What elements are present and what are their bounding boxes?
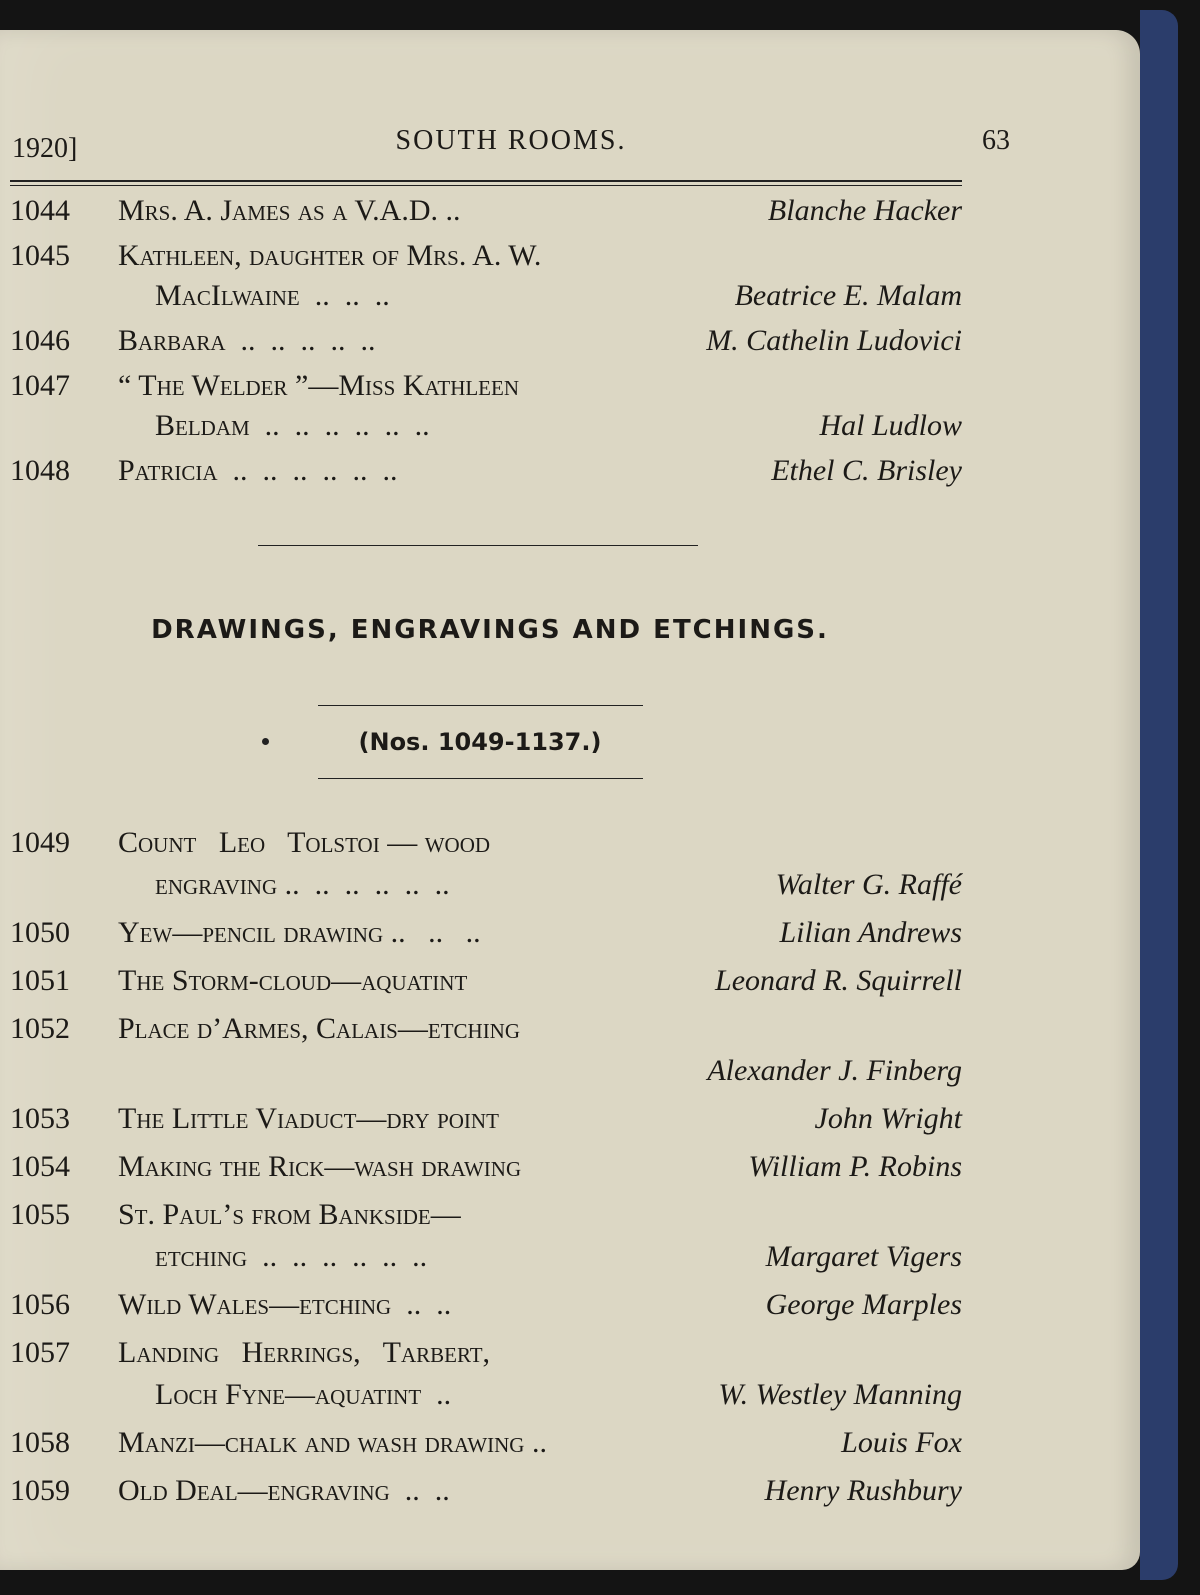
entry-title: Yew—pencil drawing .. .. .. [118,916,481,949]
entry-title: Mrs. A. James as a V.A.D. .. [118,194,461,227]
entry-number: 1048 [10,454,70,487]
entry-title: Count Leo Tolstoi — wood [118,826,491,859]
entry-number: 1055 [10,1198,70,1231]
dot-leader: .. .. .. [383,916,481,949]
header-rule-thin [10,185,962,186]
book-cover-edge [1140,10,1178,1580]
dot-leader: .. .. .. [299,279,390,312]
artist-name: George Marples [765,1288,962,1321]
entry-number: 1056 [10,1288,70,1321]
artist-name: Walter G. Raffé [775,868,962,901]
header-title: SOUTH ROOMS. [395,125,627,156]
header-rule [10,180,962,182]
artist-name: Henry Rushbury [764,1474,962,1507]
dot-leader: .. .. .. .. .. [225,324,376,357]
entry-title: The Little Viaduct—dry point [118,1102,499,1135]
entry-line [118,279,962,319]
dot-leader: .. .. .. .. .. .. [247,1240,428,1273]
entry-title-continued: MacIlwaine .. .. .. [155,279,390,312]
entry-title-continued: etching .. .. .. .. .. .. [155,1240,428,1273]
entry-number: 1058 [10,1426,70,1459]
entry-title-continued: Loch Fyne—aquatint .. [155,1378,452,1411]
entry-line [118,1426,962,1466]
entry-line [118,1336,962,1376]
entry-number: 1049 [10,826,70,859]
section-heading: DRAWINGS, ENGRAVINGS AND ETCHINGS. [151,615,829,645]
entry-line [118,194,962,234]
entry-line [118,409,962,449]
entry-line [118,916,962,956]
dot-leader: .. [524,1426,547,1459]
artist-name: Hal Ludlow [819,409,962,442]
entry-number: 1044 [10,194,70,227]
entry-number: 1057 [10,1336,70,1369]
page-number: 63 [982,125,1010,156]
entry-title: St. Paul’s from Bankside— [118,1198,461,1231]
entry-title: Barbara .. .. .. .. .. [118,324,376,357]
dot-leader: .. .. [391,1288,452,1321]
artist-name: Alexander J. Finberg [707,1054,962,1087]
artist-name: Lilian Andrews [779,916,962,949]
entry-number: 1047 [10,369,70,402]
entry-title: Patricia .. .. .. .. .. .. [118,454,398,487]
entry-line [118,1474,962,1514]
heading-rule-bottom [318,778,643,779]
section-range: (Nos. 1049-1137.) [358,728,602,756]
entry-number: 1054 [10,1150,70,1183]
entry-title: Kathleen, daughter of Mrs. A. W. [118,239,542,272]
entry-number: 1046 [10,324,70,357]
artist-name: Margaret Vigers [765,1240,962,1273]
artist-name: William P. Robins [748,1150,962,1183]
entry-title: Wild Wales—etching .. .. [118,1288,452,1321]
entry-line [118,1102,962,1142]
running-header [12,125,1010,165]
dot-leader: .. [421,1378,452,1411]
dot-leader: .. .. .. .. .. .. [217,454,398,487]
dot-leader: .. .. [389,1474,450,1507]
entry-title: Manzi—chalk and wash drawing .. [118,1426,547,1459]
entry-line [118,1288,962,1328]
entry-number: 1052 [10,1012,70,1045]
artist-name: Blanche Hacker [767,194,962,227]
heading-rule-top [318,705,643,706]
entry-title: “ The Welder ”—Miss Kathleen [118,369,520,402]
dot-leader: .. [438,194,461,227]
entry-line [118,1198,962,1238]
header-year: 1920] [12,133,78,164]
entry-title: The Storm-cloud—aquatint [118,964,468,997]
entry-number: 1050 [10,916,70,949]
artist-name: Louis Fox [841,1426,962,1459]
entry-line [118,1012,962,1052]
entry-line [118,868,962,908]
entry-title: Making the Rick—wash drawing [118,1150,522,1183]
entry-title-continued: engraving .. .. .. .. .. .. [155,868,450,901]
entry-line [118,239,962,279]
entry-line [118,1378,962,1418]
entry-line [118,826,962,866]
entry-title: Old Deal—engraving .. .. [118,1474,450,1507]
entry-line [118,964,962,1004]
entry-line [118,1150,962,1190]
entry-line [118,454,962,494]
entry-line [118,324,962,364]
dot-leader: .. .. .. .. .. .. [249,409,430,442]
entry-number: 1053 [10,1102,70,1135]
artist-name: Ethel C. Brisley [771,454,962,487]
entry-line [118,1240,962,1280]
entry-number: 1051 [10,964,70,997]
entry-title: Landing Herrings, Tarbert, [118,1336,491,1369]
artist-name: John Wright [814,1102,962,1135]
entry-title-continued: Beldam .. .. .. .. .. .. [155,409,430,442]
entry-line [118,1054,962,1094]
artist-name: W. Westley Manning [718,1378,962,1411]
dot-leader: .. .. .. .. .. .. [277,868,450,901]
entry-line [118,369,962,409]
artist-name: Leonard R. Squirrell [715,964,962,997]
artist-name: Beatrice E. Malam [734,279,962,312]
artist-name: M. Cathelin Ludovici [706,324,962,357]
section-divider [258,545,698,546]
entry-number: 1045 [10,239,70,272]
entry-title: Place d’Armes, Calais—etching [118,1012,521,1045]
entry-number: 1059 [10,1474,70,1507]
